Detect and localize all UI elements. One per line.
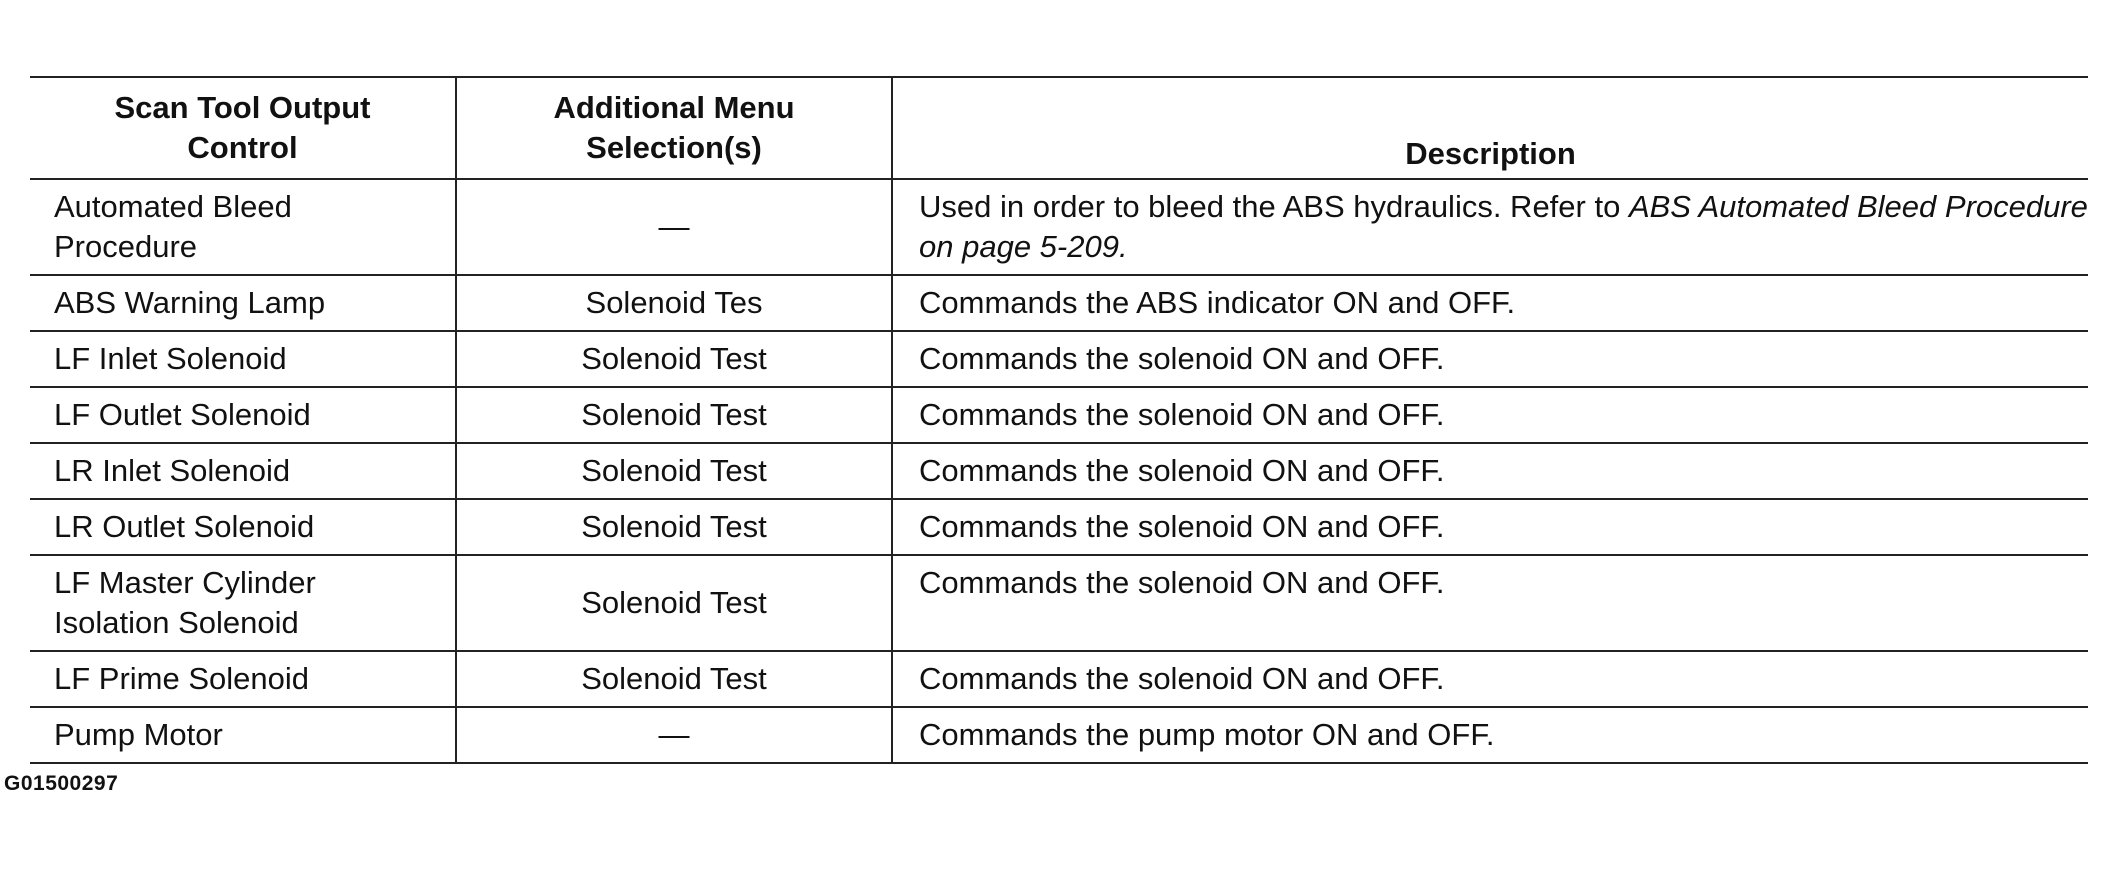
control-line1: LF Master Cylinder — [54, 565, 316, 600]
table-row — [30, 331, 2088, 387]
description-reference: ABS Automated Bleed Procedure on page 5-209. — [919, 189, 2088, 264]
cell-description: Commands the pump motor ON and OFF. — [892, 707, 2088, 763]
cell-control: LF Prime Solenoid — [54, 661, 310, 696]
header-additional-menu-selections — [456, 77, 892, 179]
cell-control — [30, 555, 456, 651]
scan-tool-output-table — [30, 76, 2088, 764]
cell-description: Commands the solenoid ON and OFF. — [892, 443, 2088, 499]
cell-menu: Solenoid Tes — [456, 275, 892, 331]
cell-control: Pump Motor — [54, 717, 223, 752]
table-row — [30, 179, 2088, 275]
cell-control: LF Inlet Solenoid — [54, 341, 287, 376]
cell-control: LF Outlet Solenoid — [54, 397, 311, 432]
cell-control: ABS Warning Lamp — [54, 285, 326, 320]
cell-control — [30, 179, 456, 275]
header-col1-line1: Scan Tool Output — [114, 90, 371, 125]
control-line2: Isolation Solenoid — [54, 605, 299, 640]
table-row — [30, 275, 2088, 331]
cell-menu: Solenoid Test — [456, 443, 892, 499]
figure-id: G01500297 — [4, 772, 119, 795]
table-header — [30, 77, 2088, 179]
header-col2-line1: Additional Menu — [553, 90, 795, 125]
cell-menu: — — [456, 179, 892, 275]
control-line2: Procedure — [54, 229, 198, 264]
cell-description: Commands the solenoid ON and OFF. — [892, 331, 2088, 387]
table-row — [30, 555, 2088, 651]
cell-menu: — — [456, 707, 892, 763]
table-row — [30, 499, 2088, 555]
description-text: Used in order to bleed the ABS hydraulics. Refer to — [919, 189, 1629, 224]
control-line1: Automated Bleed — [54, 189, 292, 224]
cell-description — [892, 179, 2088, 275]
header-description: Description — [892, 77, 2088, 179]
cell-description: Commands the solenoid ON and OFF. — [892, 555, 2088, 651]
cell-control: LR Inlet Solenoid — [54, 453, 291, 488]
cell-description: Commands the solenoid ON and OFF. — [892, 651, 2088, 707]
header-scan-tool-output-control — [30, 77, 456, 179]
header-col2-line2: Selection(s) — [586, 130, 762, 165]
table-row — [30, 651, 2088, 707]
cell-control: LR Outlet Solenoid — [54, 509, 315, 544]
cell-menu: Solenoid Test — [456, 499, 892, 555]
cell-description: Commands the solenoid ON and OFF. — [892, 387, 2088, 443]
header-row — [30, 77, 2088, 179]
table-row — [30, 387, 2088, 443]
cell-menu: Solenoid Test — [456, 387, 892, 443]
scan-tool-output-table-container — [30, 76, 2088, 764]
cell-description: Commands the solenoid ON and OFF. — [892, 499, 2088, 555]
table-body — [30, 179, 2088, 763]
cell-menu: Solenoid Test — [456, 331, 892, 387]
table-row — [30, 707, 2088, 763]
cell-description: Commands the ABS indicator ON and OFF. — [892, 275, 2088, 331]
header-col1-line2: Control — [187, 130, 298, 165]
cell-menu: Solenoid Test — [456, 651, 892, 707]
table-row — [30, 443, 2088, 499]
cell-menu: Solenoid Test — [456, 555, 892, 651]
